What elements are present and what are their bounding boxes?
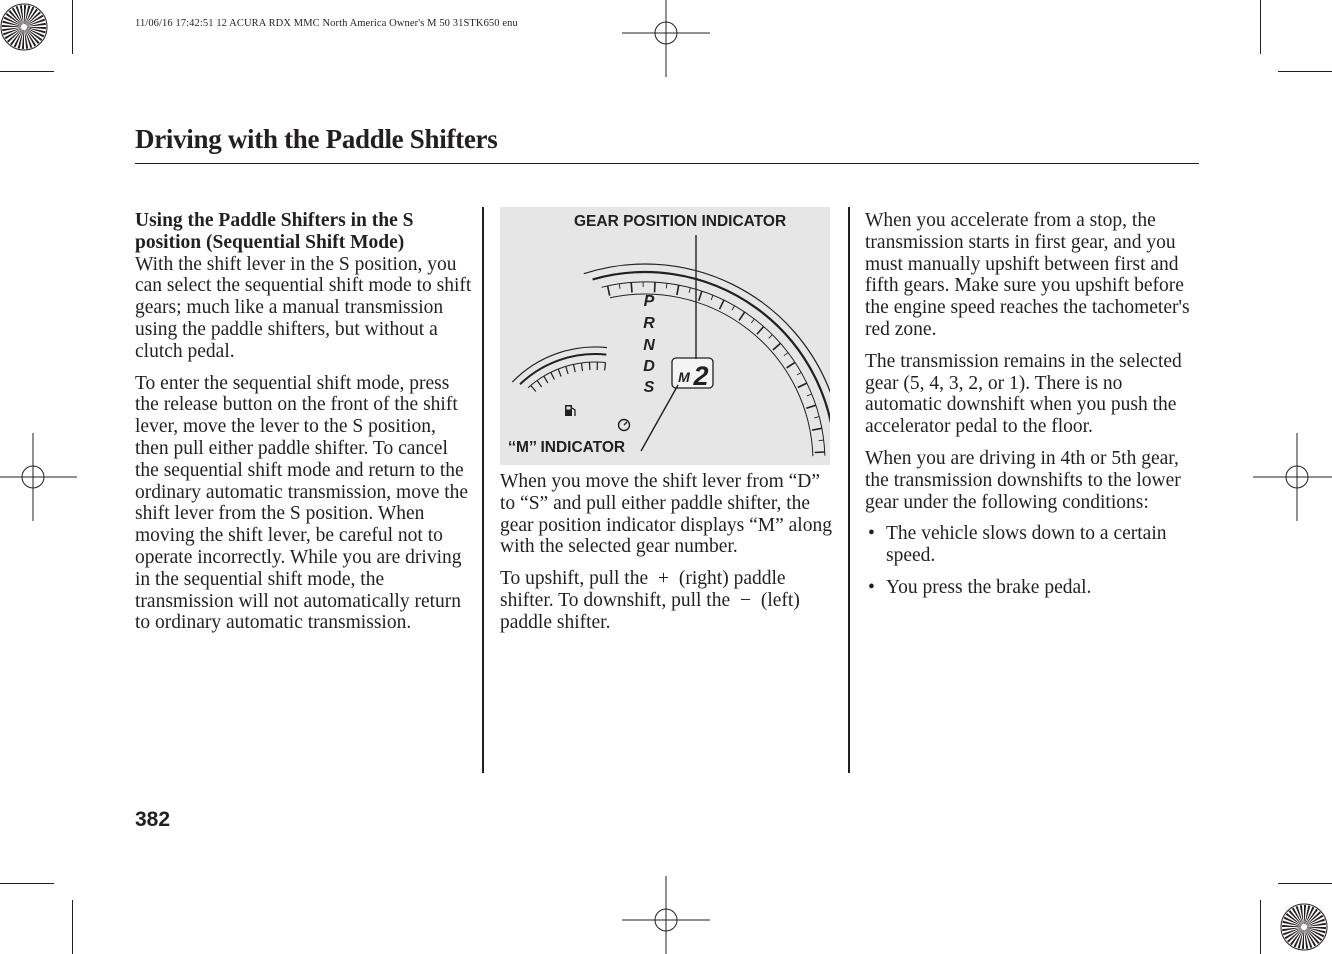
- gauge-tick: [819, 440, 824, 441]
- column-left: [135, 210, 473, 644]
- paragraph: The transmission remains in the selected gear (5, 4, 3, 2, or 1). There is no automatic downshift when you push the accelerator pedal to the floor.: [865, 350, 1182, 438]
- gear-position-indicator-label: GEAR POSITION INDICATOR: [574, 213, 787, 230]
- gauge-tick: [631, 283, 632, 293]
- plus-symbol: +: [658, 568, 670, 590]
- gauge-tick: [655, 282, 656, 292]
- gauge-tick: [531, 385, 536, 391]
- registration-crosshair: [1253, 433, 1332, 521]
- gauge-tick: [711, 295, 713, 300]
- gauge-tick: [784, 353, 788, 356]
- gauge-tick: [812, 428, 822, 430]
- column-middle: [500, 471, 832, 644]
- fuel-pump-icon: [565, 405, 575, 416]
- page-title: Driving with the Paddle Shifters: [135, 124, 498, 154]
- gauge-tick: [732, 306, 735, 310]
- gauge-tick: [739, 312, 745, 320]
- paragraph: To enter the sequential shift mode, press the release button on the front of the shift lever, move the lever to the S position, then pull either paddle shifter. To cancel the sequential shift mode and return to the ordinary automatic transmission, move the shift lever from the S position. When moving the shift lever, be careful not to operate incorrectly. While you are driving in the sequential shift mode, the transmission will not automatically return to ordinary automatic transmission.: [135, 372, 469, 634]
- registration-sunburst: [1, 4, 47, 50]
- m-indicator-text: M: [678, 369, 690, 385]
- list-item: [865, 577, 1201, 599]
- registration-crosshair: [622, 0, 710, 77]
- gauge-tick: [787, 362, 795, 368]
- gauge-tick: [544, 376, 548, 383]
- text-run: (left) paddle shifter.: [500, 589, 800, 633]
- column-divider: [848, 207, 850, 773]
- column-right: [865, 210, 1201, 609]
- gauge-tick: [558, 369, 561, 377]
- gauge-tick: [574, 364, 576, 372]
- gauge-arcs: [512, 264, 830, 456]
- paragraph: [500, 568, 832, 633]
- paragraph: When you are driving in 4th or 5th gear, the transmission downshifts to the lower gear under the following conditions:: [865, 447, 1181, 513]
- gauge-tick: [608, 286, 610, 296]
- gauge-tick: [773, 343, 781, 350]
- page-number: 382: [135, 808, 171, 831]
- gauge-tick: [798, 383, 807, 387]
- gauge-tick: [566, 366, 568, 374]
- gear-letter: N: [643, 337, 655, 354]
- gauge-arc: [512, 347, 607, 382]
- gear-letter: P: [643, 293, 655, 310]
- gauge-tick: [769, 335, 773, 339]
- gauge-tick: [757, 327, 764, 335]
- section-subheading: Using the Paddle Shifters in the S position (Sequential Shift Mode): [135, 210, 414, 253]
- text-run: To upshift, pull the: [500, 568, 649, 590]
- registration-sunburst: [1281, 904, 1327, 950]
- gear-number-text: 2: [693, 361, 709, 391]
- gauge-tick: [619, 284, 620, 289]
- text-run: (right) paddle shifter. To downshift, pull the: [500, 568, 786, 611]
- gauge-tick: [699, 291, 702, 301]
- instrument-cluster-figure: [500, 207, 830, 465]
- gauge-tick: [815, 452, 825, 453]
- list-item-text: The vehicle slows down to a certain speed.: [886, 523, 1167, 567]
- gauge-tick: [720, 300, 724, 309]
- paragraph: When you move the shift lever from “D” to “S” and pull either paddle shifter, the gear position indicator displays “M” along with the selected gear number.: [500, 471, 832, 558]
- gauge-tick: [807, 394, 812, 396]
- bullet: •: [868, 523, 875, 545]
- list-item: [865, 523, 1201, 567]
- gauge-tick: [806, 405, 816, 408]
- gauge-tick: [589, 362, 590, 370]
- minus-symbol: −: [739, 589, 751, 611]
- gauge-tick: [537, 381, 542, 388]
- list-item-text: You press the brake pedal.: [886, 576, 1092, 598]
- title-divider: [135, 163, 1199, 164]
- gauge-tick: [689, 288, 690, 293]
- tachometer-illustration: [500, 207, 830, 465]
- gauge-tick: [751, 319, 754, 323]
- gear-letter: R: [643, 315, 655, 332]
- gauge-tick: [677, 285, 679, 295]
- gauge-warning-icon: [619, 420, 630, 431]
- gauge-tick: [797, 373, 801, 376]
- paragraph: When you accelerate from a stop, the transmission starts in first gear, and you must manually upshift between first and fifth gears. Make sure you upshift before the engine speed reaches the tachometer's red zone.: [865, 210, 1190, 340]
- registration-crosshair: [622, 876, 710, 954]
- gear-letter: D: [643, 358, 655, 375]
- gauge-tick: [551, 372, 555, 379]
- print-stamp: 11/06/16 17:42:51 12 ACURA RDX MMC North America Owner's M 50 31STK650 enu: [135, 18, 518, 29]
- bullet: •: [868, 576, 875, 598]
- condition-list: [865, 523, 1201, 598]
- m-indicator-label: ‘‘M’’ INDICATOR: [508, 439, 626, 456]
- gauge-tick: [605, 363, 606, 371]
- gear-letter: S: [643, 379, 655, 396]
- registration-crosshair: [0, 433, 77, 521]
- gauge-tick: [581, 363, 582, 371]
- column-divider: [482, 207, 484, 773]
- gauge-arc: [520, 354, 606, 384]
- gauge-tick: [814, 417, 819, 418]
- paragraph: With the shift lever in the S position, you can select the sequential shift mode to shift gears; much like a manual transmission using the paddle shifters, but without a clutch pedal.: [135, 253, 472, 362]
- gauge-tick: [666, 283, 667, 288]
